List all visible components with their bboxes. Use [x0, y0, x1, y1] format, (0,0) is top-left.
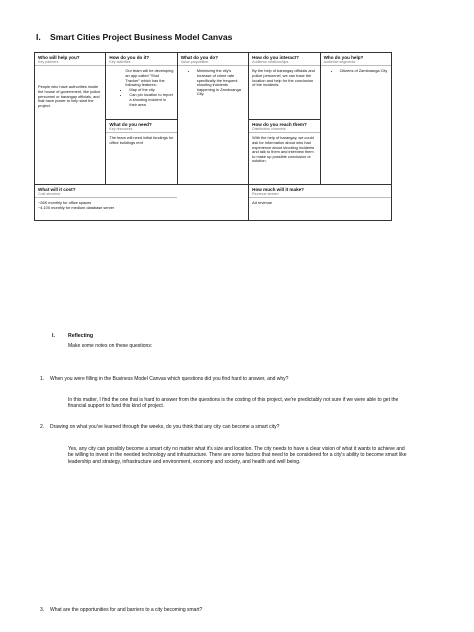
key-activities-intro: Our team will be developing an app called "Shot Tracker" which has the following features:	[125, 68, 174, 88]
revenue-stream-heading: How much will it make?	[252, 187, 304, 192]
reflecting-title: Reflecting	[68, 333, 94, 339]
revenue-stream-sub: Revenue stream	[249, 192, 391, 198]
key-resources-cell	[106, 120, 177, 185]
key-activities-item: • Map of the city	[129, 88, 173, 93]
audience-relationships-text: By the help of barangay officials and police personnel, we can trace the location and help for the conclusion of the incidents.	[252, 68, 315, 88]
audience-segments-sub: Audience segments	[321, 60, 391, 66]
audience-relationships-heading: How do you interact?	[252, 55, 299, 60]
key-partners-sub: Key partners	[35, 60, 105, 66]
cost-structure-spacer	[177, 185, 248, 221]
key-activities-heading: How do you do it?	[109, 55, 150, 60]
answer-1: In this matter, I find the one that is hard to answer from the questions is the costing of this project, we're predictably not sure if we were able to get the financial support to fund this kind of project.	[68, 397, 399, 410]
key-activities-item: • Can pin location to report a shooting incident in their area	[129, 93, 173, 107]
page-title	[36, 32, 232, 42]
question-2	[40, 424, 279, 430]
question-1	[40, 376, 288, 382]
value-proposition-cell	[177, 53, 248, 185]
key-partners-text: People who have authorities inside the house of government, like police personnel or barangay officials, and that have power to help start the project.	[38, 84, 101, 108]
cost-structure-heading: What will it cost?	[38, 187, 76, 192]
key-partners-cell	[35, 53, 106, 185]
value-proposition-sub: Value proposition	[178, 60, 248, 66]
distribution-channels-cell	[249, 120, 320, 185]
distribution-channels-text: With the help of barangay, we could ask for information about who had experience about shooting incidents and talk to them and interview them to make up possible conclusion or solution.	[252, 135, 315, 164]
cost-structure-item: ~4,100 monthly for medium database server	[38, 205, 115, 210]
key-activities-sub: Key activities	[106, 60, 176, 66]
question-text: Drawing on what you've learned through the weeks, do you think that any city can become a smart city?	[50, 424, 280, 430]
audience-relationships-cell	[249, 53, 320, 120]
key-resources-text: The team will need initial fundings for office buildings rent	[109, 135, 174, 145]
audience-segments-item: • Citizens of Zamboanga City	[340, 69, 388, 74]
cost-structure-cell	[35, 185, 178, 221]
distribution-channels-heading: How do you reach them?	[252, 122, 307, 127]
key-resources-heading: What do you need?	[109, 122, 152, 127]
reflecting-intro: Make some notes on these questions:	[68, 343, 153, 349]
question-text: What are the opportunities for and barriers to a city becoming smart?	[50, 607, 203, 613]
reflecting-numeral: I.	[52, 333, 55, 339]
audience-relationships-sub: Audience relationships	[249, 60, 319, 66]
key-resources-sub: Key resources	[106, 127, 176, 133]
answer-2: Yes, any city can possibly become a smart city no matter what it's size and location. The city needs to have a clear vision of what it wants to achieve and be willing to invest in the needed technology and infrastructure. There are some factors that need to be considered for a city's ability to become smart like leadership and strategy, infrastructure and environment, economy and society, and health and well being.	[68, 446, 407, 465]
value-proposition-item: • Minimizing the city's increase of crime rate specifically the frequent shooting incidents happening in Zamboanga City.	[197, 69, 245, 97]
title-numeral: I.	[36, 32, 41, 42]
question-number: 2.	[40, 424, 45, 430]
audience-segments-cell	[320, 53, 391, 185]
business-model-canvas	[34, 52, 392, 221]
question-number: 1.	[40, 376, 45, 382]
audience-segments-heading: Who do you help?	[323, 55, 364, 60]
question-number: 3.	[40, 607, 45, 613]
reflecting-heading	[52, 333, 93, 339]
cost-structure-sub: Cost structure	[35, 192, 177, 198]
key-activities-cell	[106, 53, 177, 120]
title-text: Smart Cities Project Business Model Canvas	[50, 32, 233, 42]
revenue-stream-text: Ad revenue	[252, 200, 273, 206]
key-partners-heading: Who will help you?	[38, 55, 80, 60]
question-text: When you were filling in the Business Model Canvas which questions did you find hard to answer, and why?	[50, 376, 289, 382]
value-proposition-heading: What do you do?	[180, 55, 219, 60]
cost-structure-item: ~26K monthly for office spaces	[38, 200, 92, 206]
distribution-channels-sub: Distribution channels	[249, 127, 319, 133]
revenue-stream-cell	[249, 185, 392, 221]
question-3	[40, 607, 202, 613]
